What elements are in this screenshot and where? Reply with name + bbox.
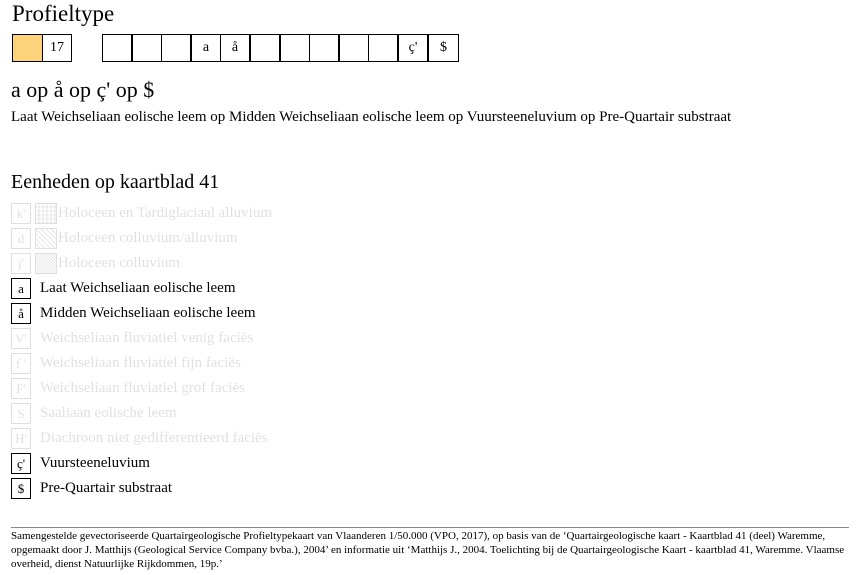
legend-item: [11, 353, 571, 374]
legend-item: [11, 478, 571, 499]
legend-unit-label: Weichseliaan fluviatiel grof faciës: [40, 380, 245, 396]
legend-item: [11, 403, 571, 424]
legend-item: [11, 378, 571, 399]
legend-item: [11, 228, 571, 249]
legend-unit-label: Holoceen colluvium/alluvium: [58, 230, 238, 246]
fine-hatch-icon: [35, 253, 57, 274]
profile-layer-cell: [309, 34, 339, 62]
profile-layer-cell: [161, 34, 191, 62]
legend-unit-label: Weichseliaan fluviatiel venig faciës: [40, 330, 254, 346]
legend-item: [11, 428, 571, 449]
legend-unit-label: Midden Weichseliaan eolische leem: [40, 305, 256, 321]
legend-unit-code: f ': [11, 353, 31, 374]
legend-unit-code: S: [11, 403, 31, 424]
legend-unit-label: Diachroon niet gedifferentieerd faciës: [40, 430, 268, 446]
source-footnote: Samengestelde gevectoriseerde Quartairgeologische Profieltypekaart van Vlaanderen 1/50.000 (VPO, 2017), op basis van de ‘Quartairgeologische kaart - Kaartblad 41 (deel) Waremme, opgemaakt door J. Matthijs (Geological Service Company bvba.), 2004’ en informatie uit ‘Matthijs J., 2004. Toelichting bij de Quartairgeologische Kaart - kaartblad 41, Waremme. Vlaamse overheid, dienst Natuurlijke Rijkdommen, 19p.’: [11, 530, 845, 570]
page-title: Profieltype: [12, 1, 115, 26]
units-heading: Eenheden op kaartblad 41: [11, 171, 220, 193]
profile-layer-cell: $: [428, 34, 459, 62]
legend-item: [11, 303, 571, 324]
legend-unit-label: Vuursteeneluvium: [40, 455, 150, 471]
profile-type-color-swatch: [12, 34, 43, 62]
profile-layer-cell: å: [220, 34, 250, 62]
legend-unit-code: $: [11, 478, 31, 499]
legend-item: [11, 253, 571, 274]
legend-unit-code: d: [11, 228, 31, 249]
profile-formula: a op å op ç' op $: [11, 77, 155, 102]
footnote-divider: [11, 527, 849, 528]
legend-unit-label: Saaliaan eolische leem: [40, 405, 177, 421]
legend-unit-code: k': [11, 203, 31, 224]
profile-layer-cell: [250, 34, 280, 62]
legend-unit-label: Holoceen en Tardiglaciaal alluvium: [58, 205, 273, 221]
profile-layer-cell: ç': [398, 34, 428, 62]
legend-unit-code: F': [11, 378, 31, 399]
legend-unit-label: Weichseliaan fluviatiel fijn faciës: [40, 355, 241, 371]
legend-unit-code: V': [11, 328, 31, 349]
legend-unit-label: Pre-Quartair substraat: [40, 480, 173, 496]
legend-unit-code: H': [11, 428, 31, 449]
legend-unit-label: Holoceen colluvium: [58, 255, 181, 271]
legend-unit-code: a: [11, 278, 31, 299]
legend-unit-label: Laat Weichseliaan eolische leem: [40, 280, 236, 296]
legend-item: [11, 278, 571, 299]
profile-layer-cell: [132, 34, 162, 62]
profile-layer-cell: [339, 34, 369, 62]
diagonal-hatch-icon: [35, 228, 57, 249]
profile-description: Laat Weichseliaan eolische leem op Midden Weichseliaan eolische leem op Vuursteeneluvium op Pre-Quartair substraat: [11, 109, 732, 125]
legend-item: [11, 328, 571, 349]
profile-type-code: 17: [42, 34, 72, 62]
legend-item: [11, 203, 571, 224]
profile-layer-cell: [368, 34, 398, 62]
legend-unit-code: å: [11, 303, 31, 324]
profile-layer-strip: [102, 34, 459, 62]
profile-layer-cell: a: [191, 34, 221, 62]
grid-icon: [35, 203, 57, 224]
legend-item: [11, 453, 571, 474]
profile-layer-cell: [280, 34, 310, 62]
legend-unit-code: ç': [11, 453, 31, 474]
legend-unit-code: j': [11, 253, 31, 274]
profile-layer-cell: [102, 34, 132, 62]
